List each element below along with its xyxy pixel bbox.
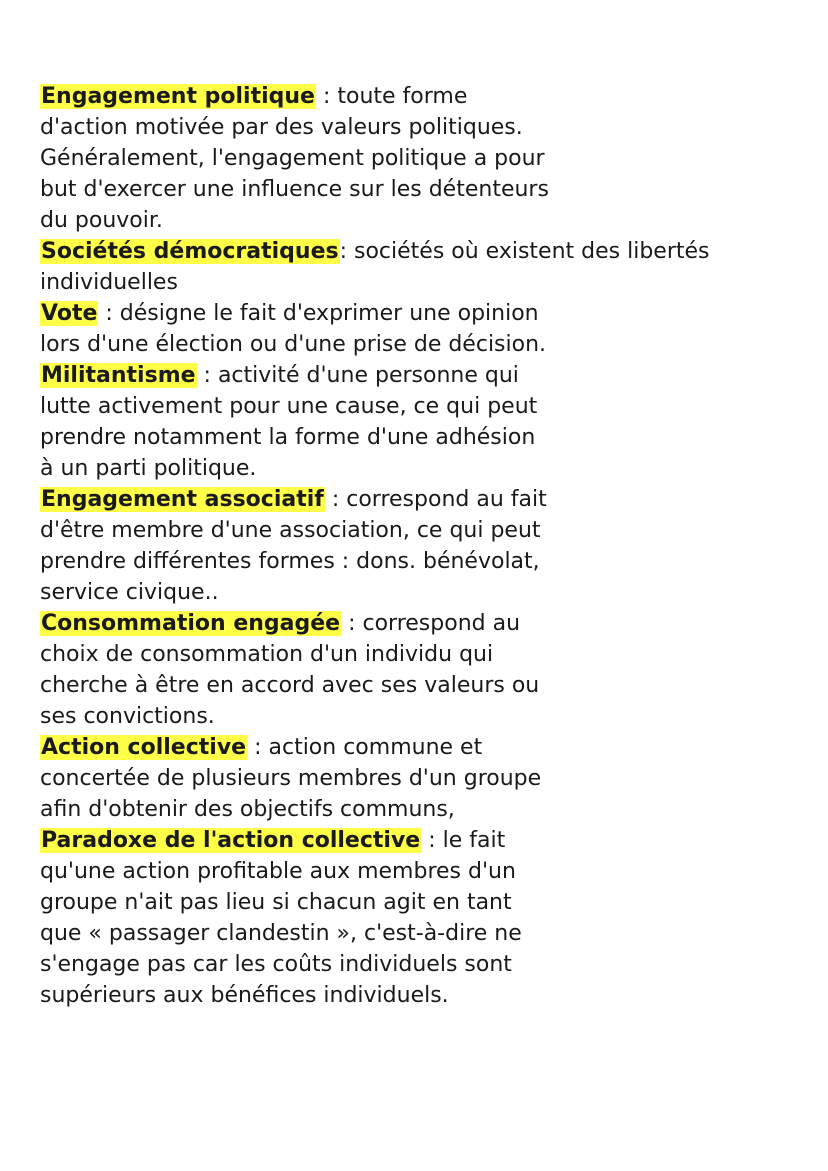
definition-text: groupe n'ait pas lieu si chacun agit en tant (40, 890, 512, 915)
definition-text: choix de consommation d'un individu qui (40, 642, 494, 667)
definition-text: individuelles (40, 270, 178, 295)
definition-text: cherche à être en accord avec ses valeurs ou (40, 673, 540, 698)
definition-vote (40, 298, 800, 360)
definition-engagement-associatif (40, 484, 800, 608)
definition-text: but d'exercer une influence sur les détenteurs (40, 177, 549, 202)
definition-text: du pouvoir. (40, 208, 163, 233)
definition-text: d'action motivée par des valeurs politiques. (40, 115, 523, 140)
definition-text: à un parti politique. (40, 456, 257, 481)
definition-consommation-engagee (40, 608, 800, 732)
definition-text: concertée de plusieurs membres d'un groupe (40, 766, 542, 791)
definition-text: : correspond au fait (324, 487, 547, 512)
definition-text: supérieurs aux bénéfices individuels. (40, 983, 449, 1008)
definition-text: service civique.. (40, 580, 219, 605)
definition-text: afin d'obtenir des objectifs communs, (40, 797, 455, 822)
term-action-collective: Action collective (41, 735, 247, 760)
definition-text: Généralement, l'engagement politique a pour (40, 146, 545, 171)
definition-text: : toute forme (315, 84, 468, 109)
term-engagement-politique: Engagement politique (41, 84, 315, 109)
definition-paradoxe-action-collective (40, 825, 800, 1011)
definition-text: lors d'une élection ou d'une prise de décision. (40, 332, 547, 357)
definition-text: que « passager clandestin », c'est-à-dire ne (40, 921, 522, 946)
definition-text: s'engage pas car les coûts individuels sont (40, 952, 512, 977)
definition-action-collective (40, 732, 800, 825)
definition-societes-democratiques (40, 236, 800, 298)
term-consommation-engagee: Consommation engagée (41, 611, 341, 636)
definition-text: : activité d'une personne qui (196, 363, 519, 388)
definition-text: prendre différentes formes : dons. bénévolat, (40, 549, 540, 574)
term-militantisme: Militantisme (41, 363, 196, 388)
definition-text: : action commune et (247, 735, 483, 760)
term-engagement-associatif: Engagement associatif (41, 487, 324, 512)
definition-text: prendre notamment la forme d'une adhésion (40, 425, 536, 450)
definitions-document (40, 81, 800, 1011)
term-vote: Vote (41, 301, 98, 326)
definition-text: : correspond au (341, 611, 521, 636)
definition-text: d'être membre d'une association, ce qui peut (40, 518, 541, 543)
definition-militantisme (40, 360, 800, 484)
definition-text: ses convictions. (40, 704, 215, 729)
definition-engagement-politique (40, 81, 800, 236)
term-paradoxe-action-collective: Paradoxe de l'action collective (41, 828, 421, 853)
definition-text: : désigne le fait d'exprimer une opinion (98, 301, 539, 326)
term-societes-democratiques: Sociétés démocratiques (41, 239, 339, 264)
definition-text: lutte activement pour une cause, ce qui peut (40, 394, 538, 419)
definition-text: qu'une action profitable aux membres d'un (40, 859, 516, 884)
definition-text: : le fait (421, 828, 506, 853)
definition-text: : sociétés où existent des libertés (339, 239, 710, 264)
